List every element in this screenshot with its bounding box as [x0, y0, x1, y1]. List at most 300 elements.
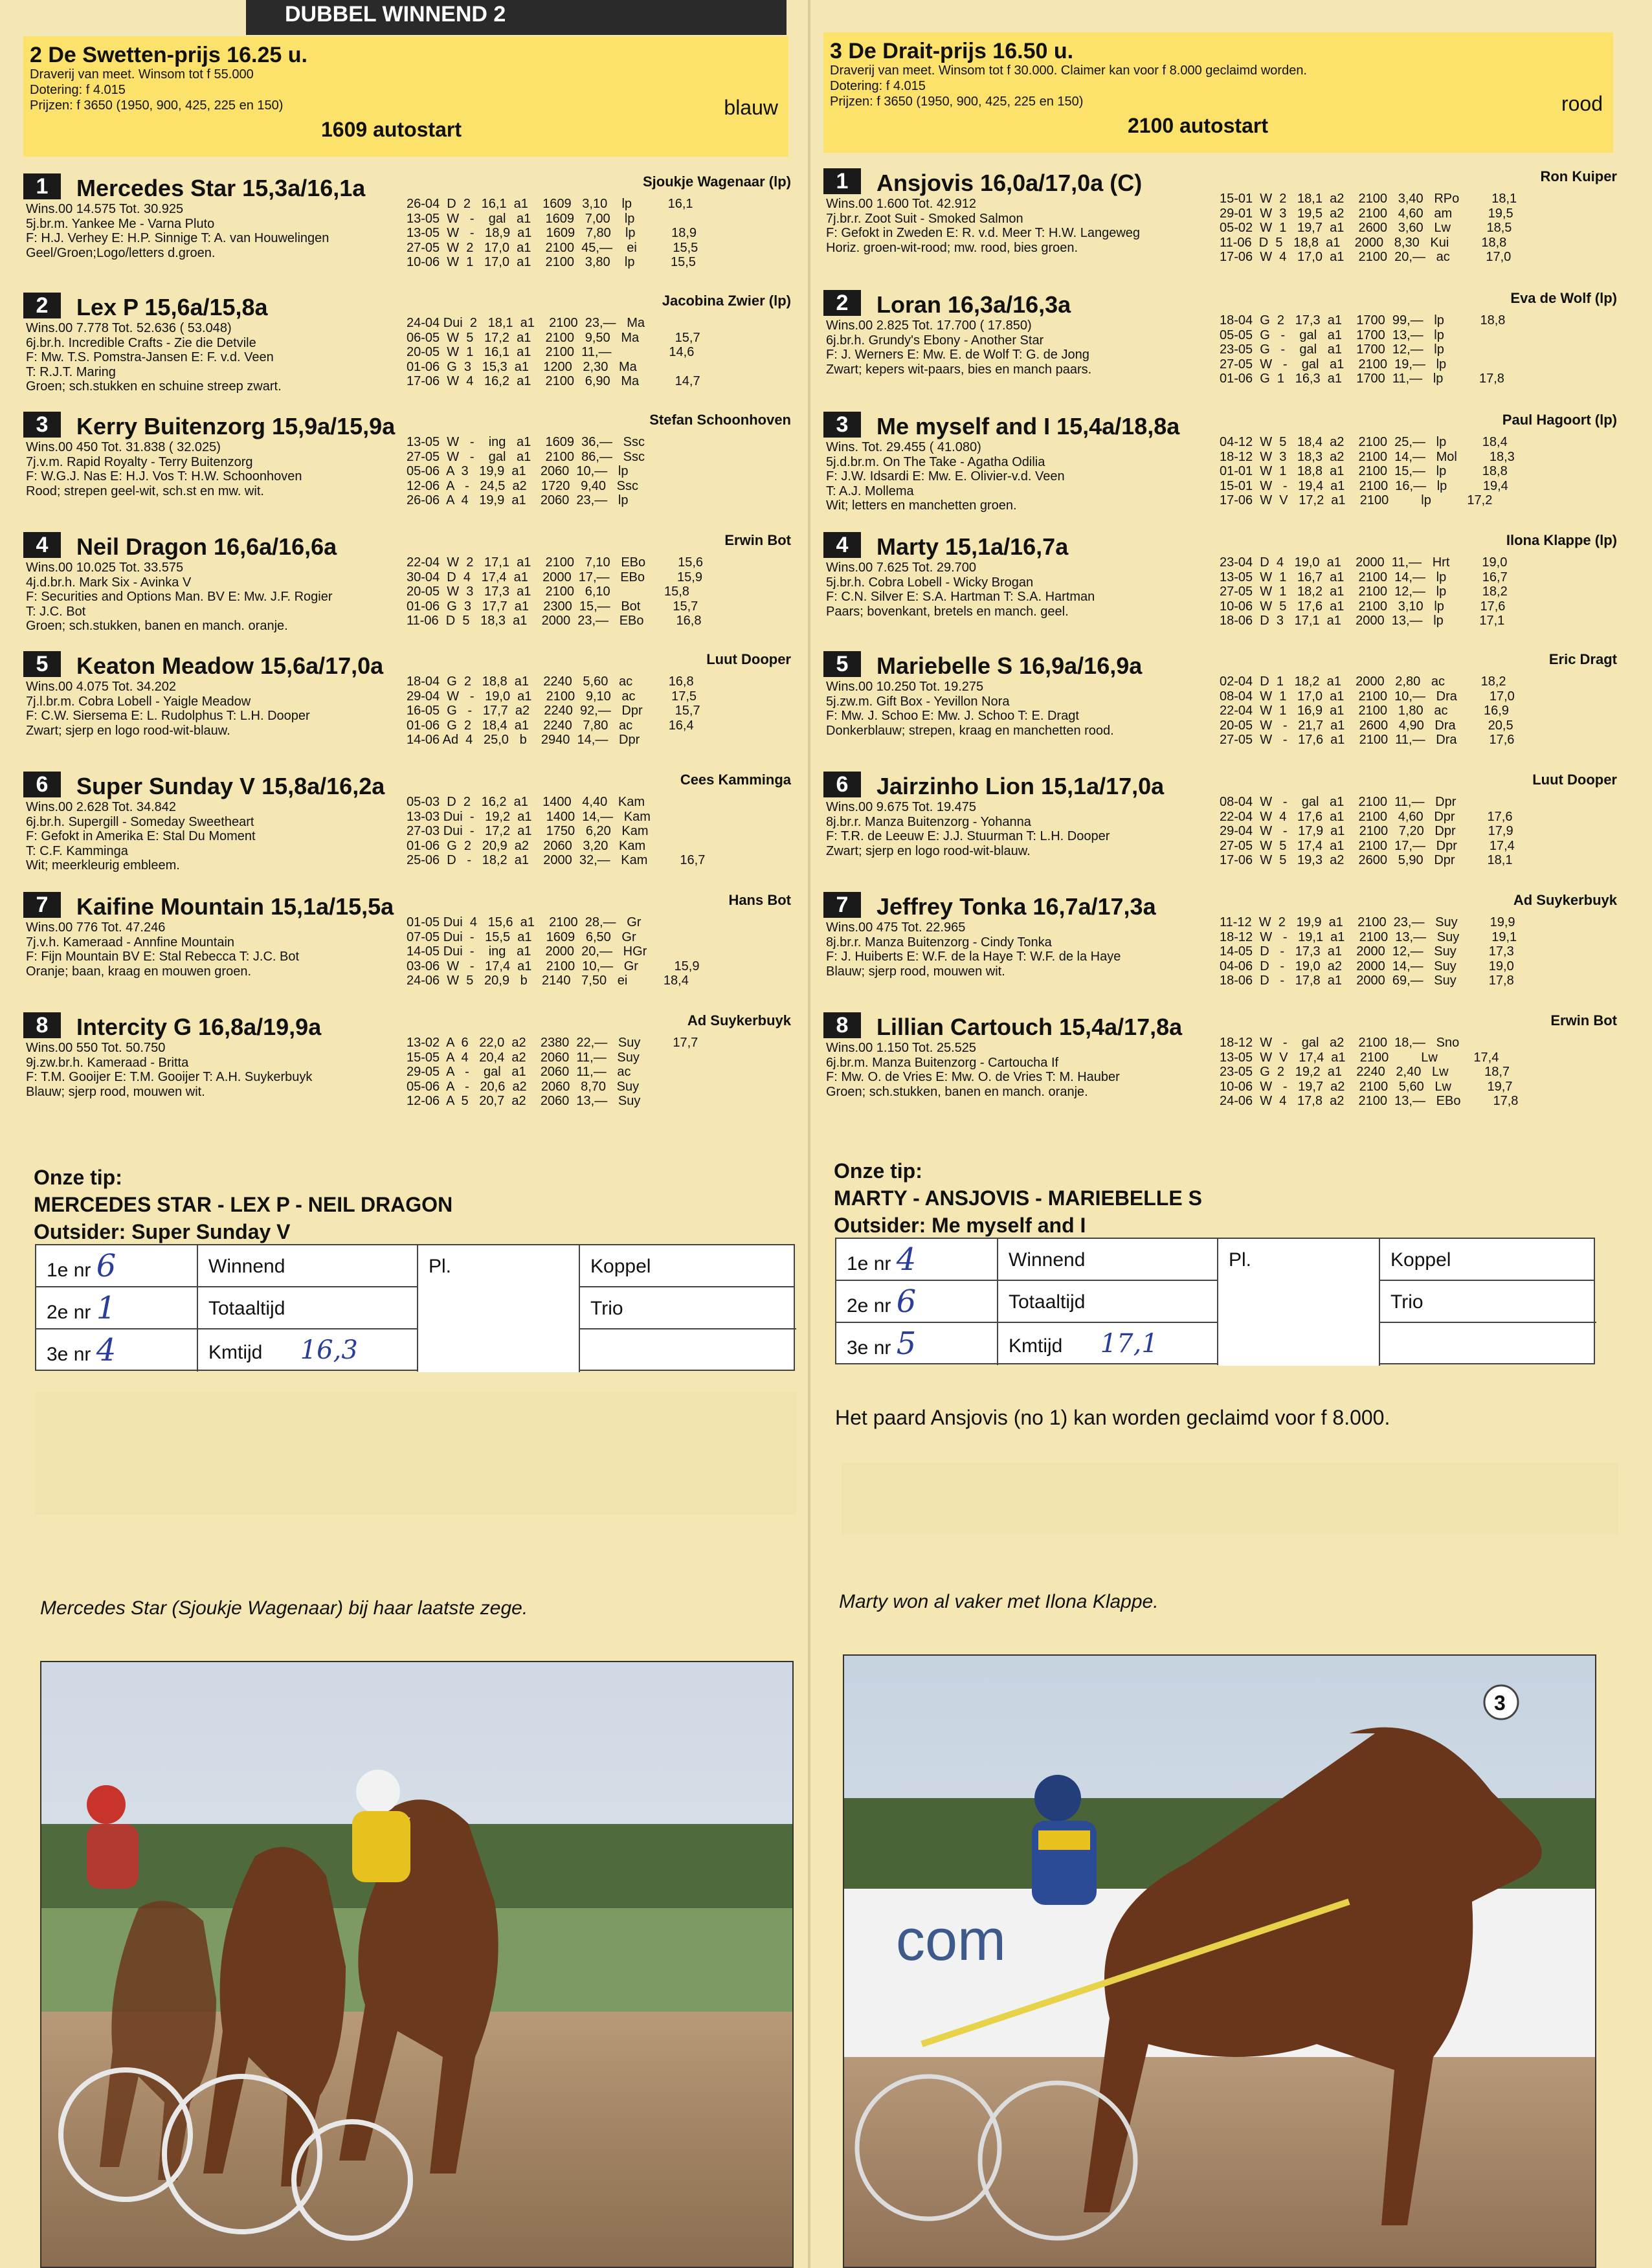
handwritten-kmtime: 16,3: [300, 1335, 358, 1365]
info-line: F: T.M. Gooijer E: T.M. Gooijer T: A.H. Suykerbuyk: [26, 1070, 313, 1084]
left-column: [0, 0, 803, 2268]
race-conditions: Draverij van meet. Winsom tot f 55.000: [30, 67, 254, 82]
form-line: 27-03 Dui - 17,2 a1 1750 6,20 Kam: [407, 824, 649, 838]
info-line: Wins.00 10.025 Tot. 33.575: [26, 561, 184, 575]
form-lines: [407, 795, 705, 868]
form-line: 18-12 W - 19,1 a1 2100 13,— Suy 19,1: [1220, 929, 1517, 944]
form-line: 27-05 W - 17,6 a1 2100 11,— Dra 17,6: [1220, 733, 1515, 747]
horse-entry: [823, 772, 1626, 885]
horse-entry: [23, 892, 800, 1005]
horse-name: Neil Dragon 16,6a/16,6a: [76, 533, 337, 560]
info-line: Geel/Groen;Logo/letters d.groen.: [26, 245, 216, 260]
form-line: 25-06 D - 18,2 a1 2000 32,— Kam 16,7: [407, 853, 706, 867]
driver-name: Ad Suykerbuyk: [1513, 892, 1617, 908]
form-lines: [407, 197, 698, 270]
bet-type: Totaaltijd: [198, 1287, 418, 1329]
horse-name: Me myself and I 15,4a/18,8a: [876, 413, 1180, 439]
form-line: 02-04 D 1 18,2 a1 2000 2,80 ac 18,2: [1220, 674, 1506, 689]
horse-info: [826, 920, 1121, 979]
form-line: 23-05 G - gal a1 1700 12,— lp: [1220, 342, 1444, 357]
form-line: 01-06 G 1 16,3 a1 1700 11,— lp 17,8: [1220, 372, 1504, 386]
form-line: 01-05 Dui 4 15,6 a1 2100 28,— Gr: [407, 915, 642, 929]
info-line: 9j.zw.br.h. Kameraad - Britta: [26, 1055, 189, 1070]
form-line: 27-05 W 5 17,4 a1 2100 17,— Dpr 17,4: [1220, 838, 1515, 853]
info-line: Wins. Tot. 29.455 ( 41.080): [826, 440, 981, 454]
photo-caption: Mercedes Star (Sjoukje Wagenaar) bij haar laatste zege.: [40, 1597, 528, 1619]
form-line: 18-04 G 2 17,3 a1 1700 99,— lp 18,8: [1220, 313, 1506, 328]
driver-name: Eva de Wolf (lp): [1510, 290, 1617, 306]
info-line: 6j.br.h. Incredible Crafts - Zie die Detvile: [26, 335, 256, 350]
info-line: F: Fijn Mountain BV E: Stal Rebecca T: J.C. Bot: [26, 950, 300, 964]
horse-name: Jeffrey Tonka 16,7a/17,3a: [876, 893, 1156, 920]
info-line: Wins.00 10.250 Tot. 19.275: [826, 680, 984, 694]
faded-block: [842, 1463, 1618, 1534]
form-line: 17-06 W 4 17,0 a1 2100 20,— ac 17,0: [1220, 250, 1512, 264]
info-line: 5j.zw.m. Gift Box - Yevillon Nora: [826, 694, 1010, 709]
horse-name: Kaifine Mountain 15,1a/15,5a: [76, 893, 394, 920]
entry-number: 4: [23, 532, 61, 558]
info-line: 5j.br.h. Cobra Lobell - Wicky Brogan: [826, 575, 1034, 590]
horse-name: Intercity G 16,8a/19,9a: [76, 1014, 322, 1040]
form-line: 30-04 D 4 17,4 a1 2000 17,— EBo 15,9: [407, 570, 702, 584]
form-line: 08-04 W 1 17,0 a1 2100 10,— Dra 17,0: [1220, 689, 1515, 704]
info-line: Horiz. groen-wit-rood; mw. rood, bies groen.: [826, 240, 1078, 255]
race-prizes: Prijzen: f 3650 (1950, 900, 425, 225 en 150): [30, 98, 284, 113]
handwritten-pick: 4: [896, 1241, 917, 1278]
info-line: Wins.00 475 Tot. 22.965: [826, 920, 966, 935]
form-lines: [1220, 555, 1508, 628]
form-line: 14-06 Ad 4 25,0 b 2940 14,— Dpr: [407, 733, 640, 747]
entry-number: 4: [823, 532, 861, 558]
form-line: 18-06 D 3 17,1 a1 2000 13,— lp 17,1: [1220, 614, 1505, 628]
info-line: T: A.J. Mollema: [826, 484, 914, 498]
form-lines: [407, 316, 700, 389]
info-line: 5j.d.br.m. On The Take - Agatha Odilia: [826, 454, 1045, 469]
horse-info: [26, 561, 333, 634]
entry-number: 8: [23, 1012, 61, 1038]
bet-row: [36, 1329, 418, 1372]
driver-name: Cees Kamminga: [680, 772, 791, 788]
form-line: 01-06 G 2 18,4 a1 2240 7,80 ac 16,4: [407, 718, 694, 733]
handwritten-kmtime: 17,1: [1100, 1329, 1158, 1359]
driver-name: Erwin Bot: [1550, 1012, 1617, 1028]
form-line: 18-06 D - 17,8 a1 2000 69,— Suy 17,8: [1220, 973, 1514, 988]
info-line: 7j.l.br.m. Cobra Lobell - Yaigle Meadow: [26, 694, 251, 709]
form-line: 15-01 W - 19,4 a1 2100 16,— lp 19,4: [1220, 478, 1508, 493]
tip-picks: MERCEDES STAR - LEX P - NEIL DRAGON: [34, 1193, 453, 1216]
bet-form: [35, 1244, 795, 1371]
form-line: 07-05 Dui - 15,5 a1 1609 6,50 Gr: [407, 929, 636, 944]
tip-label: Onze tip:: [34, 1166, 122, 1189]
entry-number: 3: [823, 412, 861, 438]
form-line: 29-04 W - 19,0 a1 2100 9,10 ac 17,5: [407, 689, 697, 704]
info-line: Wins.00 4.075 Tot. 34.202: [26, 680, 177, 694]
horse-entry: [23, 532, 800, 645]
horse-entry: [823, 651, 1626, 764]
form-line: 13-05 W - gal a1 1609 7,00 lp: [407, 211, 635, 226]
form-lines: [1220, 795, 1515, 868]
form-line: 27-05 W - gal a1 2100 19,— lp: [1220, 357, 1447, 372]
horse-info: [826, 800, 1110, 858]
horse-name: Mercedes Star 15,3a/16,1a: [76, 175, 366, 201]
info-line: T: R.J.T. Maring: [26, 364, 116, 379]
info-line: Zwart; sjerp en logo rood-wit-blauw.: [826, 843, 1031, 858]
form-line: 13-05 W 1 16,7 a1 2100 14,— lp 16,7: [1220, 570, 1508, 584]
horse-info: [26, 920, 299, 979]
form-line: 03-06 W - 17,4 a1 2100 10,— Gr 15,9: [407, 959, 700, 973]
bet-row: [836, 1323, 1218, 1365]
horse-entry: [823, 168, 1626, 282]
horse-info: [26, 440, 302, 498]
horse-info: [826, 1041, 1120, 1099]
info-line: F: T.R. de Leeuw E: J.J. Stuurman T: L.H. Dooper: [826, 829, 1110, 843]
info-line: F: Mw. J. Schoo E: Mw. J. Schoo T: E. Dragt: [826, 709, 1079, 723]
info-line: Donkerblauw; strepen, kraag en manchetten rood.: [826, 723, 1114, 738]
info-line: F: Mw. T.S. Pomstra-Jansen E: F. v.d. Veen: [26, 350, 274, 364]
form-line: 29-01 W 3 19,5 a2 2100 4,60 am 19,5: [1220, 206, 1513, 221]
entry-number: 5: [823, 651, 861, 677]
info-line: F: C.W. Siersema E: L. Rudolphus T: L.H. Dooper: [26, 709, 310, 723]
form-line: 27-05 W 1 18,2 a1 2100 12,— lp 18,2: [1220, 584, 1508, 599]
form-line: 13-02 A 6 22,0 a2 2380 22,— Suy 17,7: [407, 1036, 698, 1050]
entry-number: 7: [23, 892, 61, 918]
bet-trio: Trio: [1390, 1291, 1423, 1313]
form-line: 10-06 W - 19,7 a2 2100 5,60 Lw 19,7: [1220, 1079, 1513, 1094]
driver-name: Hans Bot: [728, 892, 791, 908]
form-line: 05-06 A 3 19,9 a1 2060 10,— lp: [407, 464, 629, 478]
form-line: 05-06 A - 20,6 a2 2060 8,70 Suy: [407, 1079, 640, 1094]
tip-outsider: Outsider: Super Sunday V: [34, 1220, 291, 1243]
bet-koppel: Koppel: [590, 1256, 651, 1277]
info-line: 4j.d.br.h. Mark Six - Avinka V: [26, 575, 192, 590]
entry-number: 6: [823, 772, 861, 797]
form-line: 14-05 Dui - ing a1 2000 20,— HGr: [407, 944, 647, 959]
info-line: Rood; strepen geel-wit, sch.st en mw. wit.: [26, 484, 264, 498]
info-line: F: J. Huiberts E: W.F. de la Haye T: W.F. de la Haye: [826, 950, 1121, 964]
driver-name: Erwin Bot: [724, 532, 791, 548]
horse-name: Loran 16,3a/16,3a: [876, 291, 1071, 318]
form-line: 10-06 W 1 17,0 a1 2100 3,80 lp 15,5: [407, 255, 696, 269]
form-line: 08-04 W - gal a1 2100 11,— Dpr: [1220, 795, 1457, 809]
entry-number: 8: [823, 1012, 861, 1038]
info-line: Wins.00 2.628 Tot. 34.842: [26, 800, 177, 814]
form-line: 15-05 A 4 20,4 a2 2060 11,— Suy: [407, 1050, 640, 1065]
bet-pl: Pl.: [1218, 1239, 1380, 1366]
info-line: Wins.00 7.625 Tot. 29.700: [826, 561, 977, 575]
form-line: 05-02 W 1 19,7 a1 2600 3,60 Lw 18,5: [1220, 221, 1512, 235]
bet-row: [36, 1287, 418, 1329]
column-divider: [808, 0, 810, 2268]
info-line: Wins.00 450 Tot. 31.838 ( 32.025): [26, 440, 221, 454]
info-line: Wins.00 776 Tot. 47.246: [26, 920, 166, 935]
race-header: [23, 36, 788, 157]
form-line: 24-04 Dui 2 18,1 a1 2100 23,— Ma: [407, 316, 645, 330]
entry-number: 3: [23, 412, 61, 438]
race-start: 2100 autostart: [1128, 114, 1268, 137]
form-line: 13-03 Dui - 19,2 a1 1400 14,— Kam: [407, 809, 651, 824]
marty-photo: [844, 1656, 1596, 2268]
bet-row: [836, 1281, 1218, 1323]
form-lines: [407, 435, 645, 508]
form-line: 18-12 W - gal a2 2100 18,— Sno: [1220, 1036, 1460, 1050]
race-photo: [40, 1661, 794, 2268]
claim-note: Het paard Ansjovis (no 1) kan worden geclaimd voor f 8.000.: [835, 1406, 1390, 1429]
horse-entry: [23, 412, 800, 525]
bet-row-label: 1e nr: [847, 1253, 891, 1274]
info-line: F: J. Werners E: Mw. E. de Wolf T: G. de Jong: [826, 348, 1089, 362]
horse-name: Ansjovis 16,0a/17,0a (C): [876, 170, 1143, 196]
entry-number: 6: [23, 772, 61, 797]
form-line: 05-03 D 2 16,2 a1 1400 4,40 Kam: [407, 795, 645, 809]
horse-entry: [823, 892, 1626, 1005]
form-line: 18-04 G 2 18,8 a1 2240 5,60 ac 16,8: [407, 674, 694, 689]
race-dotering: Dotering: f 4.015: [830, 79, 926, 93]
bet-row: [836, 1239, 1594, 1281]
bet-type: Winnend: [998, 1239, 1218, 1281]
form-line: 17-06 W 5 19,3 a2 2600 5,90 Dpr 18,1: [1220, 853, 1513, 867]
info-line: Wins.00 550 Tot. 50.750: [26, 1041, 166, 1055]
horse-entry: [23, 772, 800, 885]
driver-name: Ron Kuiper: [1540, 168, 1617, 184]
horse-entry: [823, 290, 1626, 403]
form-line: 01-01 W 1 18,8 a1 2100 15,— lp 18,8: [1220, 464, 1508, 478]
horse-name: Mariebelle S 16,9a/16,9a: [876, 652, 1143, 679]
info-line: Wins.00 2.825 Tot. 17.700 ( 17.850): [826, 318, 1032, 333]
form-line: 29-04 W - 17,9 a1 2100 7,20 Dpr 17,9: [1220, 824, 1513, 838]
entry-number: 1: [823, 168, 861, 194]
right-column: [816, 0, 1652, 2268]
info-line: F: Securities and Options Man. BV E: Mw. J.F. Rogier: [26, 590, 333, 604]
horse-name: Jairzinho Lion 15,1a/17,0a: [876, 773, 1165, 799]
form-line: 01-06 G 3 15,3 a1 1200 2,30 Ma: [407, 359, 637, 374]
form-line: 23-05 G 2 19,2 a1 2240 2,40 Lw 18,7: [1220, 1065, 1510, 1079]
form-line: 05-05 G - gal a1 1700 13,— lp: [1220, 328, 1444, 342]
form-line: 17-06 W 4 16,2 a1 2100 6,90 Ma 14,7: [407, 374, 700, 388]
info-line: 6j.br.h. Grundy's Ebony - Another Star: [826, 333, 1044, 348]
entry-number: 2: [23, 293, 61, 318]
horse-entry: [23, 293, 800, 406]
form-line: 14-05 D - 17,3 a1 2000 12,— Suy 17,3: [1220, 944, 1514, 959]
info-line: Groen; sch.stukken, banen en manch. oranje.: [826, 1084, 1088, 1099]
form-lines: [407, 674, 700, 748]
handwritten-pick: 6: [96, 1248, 117, 1284]
form-line: 01-06 G 2 20,9 a2 2060 3,20 Kam: [407, 838, 646, 853]
horse-info: [826, 197, 1140, 255]
faded-block: [35, 1392, 796, 1515]
form-lines: [407, 555, 703, 628]
form-line: 20-05 W 3 17,3 a1 2100 6,10 15,8: [407, 584, 689, 599]
bet-type: Winnend: [198, 1245, 418, 1287]
info-line: 7j.br.r. Zoot Suit - Smoked Salmon: [826, 211, 1023, 226]
race-start: 1609 autostart: [321, 118, 462, 141]
horse-info: [26, 1041, 312, 1099]
form-line: 06-05 W 5 17,2 a1 2100 9,50 Ma 15,7: [407, 330, 700, 345]
race-number-badge: 3: [1494, 1691, 1506, 1715]
form-line: 22-04 W 2 17,1 a1 2100 7,10 EBo 15,6: [407, 555, 704, 570]
form-line: 27-05 W - gal a1 2100 86,— Ssc: [407, 449, 645, 464]
info-line: F: H.J. Verhey E: H.P. Sinnige T: A. van Houwelingen: [26, 231, 329, 245]
horse-name: Lillian Cartouch 15,4a/17,8a: [876, 1014, 1183, 1040]
race-title: 2 De Swetten-prijs 16.25 u.: [30, 43, 307, 67]
tip-block: [34, 1164, 452, 1245]
bet-type: Kmtijd: [208, 1342, 263, 1363]
info-line: Oranje; baan, kraag en mouwen groen.: [26, 964, 251, 979]
form-line: 12-06 A 5 20,7 a2 2060 13,— Suy: [407, 1094, 641, 1108]
race-color: rood: [1561, 92, 1603, 115]
bet-row: [36, 1245, 794, 1287]
bet-row-label: 2e nr: [847, 1295, 891, 1317]
horse-info: [826, 440, 1065, 513]
form-lines: [1220, 915, 1517, 988]
form-line: 18-12 W 3 18,3 a2 2100 14,— Mol 18,3: [1220, 449, 1515, 464]
entry-number: 7: [823, 892, 861, 918]
bet-row: [580, 1287, 796, 1329]
info-line: 8j.br.r. Manza Buitenzorg - Cindy Tonka: [826, 935, 1052, 950]
horse-info: [826, 318, 1091, 377]
info-line: Zwart; kepers wit-paars, bies en manch paars.: [826, 362, 1092, 377]
info-line: F: Gefokt in Zweden E: R. v.d. Meer T: H.W. Langeweg: [826, 226, 1141, 240]
form-line: 10-06 W 5 17,6 a1 2100 3,10 lp 17,6: [1220, 599, 1506, 614]
section-header: DUBBEL WINNEND 2: [246, 0, 787, 35]
driver-name: Jacobina Zwier (lp): [662, 293, 791, 309]
form-line: 26-06 A 4 19,9 a1 2060 23,— lp: [407, 493, 629, 507]
info-line: Wins.00 14.575 Tot. 30.925: [26, 202, 184, 216]
horse-name: Kerry Buitenzorg 15,9a/15,9a: [76, 413, 396, 439]
form-line: 15-01 W 2 18,1 a2 2100 3,40 RPo 18,1: [1220, 192, 1517, 206]
form-line: 24-06 W 5 20,9 b 2140 7,50 ei 18,4: [407, 973, 689, 988]
harness-race-photo: [41, 1662, 794, 2268]
handwritten-pick: 6: [896, 1284, 917, 1320]
form-line: 04-06 D - 19,0 a2 2000 14,— Suy 19,0: [1220, 959, 1514, 973]
driver-name: Ad Suykerbuyk: [687, 1012, 791, 1028]
horse-entry: [823, 1012, 1626, 1126]
info-line: Blauw; sjerp rood, mouwen wit.: [826, 964, 1005, 979]
info-line: Blauw; sjerp rood, mouwen wit.: [26, 1084, 205, 1099]
horse-entry: [823, 412, 1626, 525]
bet-koppel: Koppel: [1390, 1249, 1451, 1271]
info-line: 6j.br.m. Manza Buitenzorg - Cartoucha If: [826, 1055, 1059, 1070]
form-line: 13-05 W - ing a1 1609 36,— Ssc: [407, 435, 645, 449]
info-line: Paars; bovenkant, bretels en manch. geel.: [826, 604, 1069, 619]
bet-pl: Pl.: [418, 1245, 580, 1372]
race-prizes: Prijzen: f 3650 (1950, 900, 425, 225 en 150): [830, 94, 1084, 109]
info-line: T: J.C. Bot: [26, 604, 86, 619]
info-line: Wit; meerkleurig embleem.: [26, 858, 180, 873]
bet-row-label: 3e nr: [47, 1344, 91, 1365]
form-line: 12-06 A - 24,5 a2 1720 9,40 Ssc: [407, 478, 639, 493]
form-line: 26-04 D 2 16,1 a1 1609 3,10 lp 16,1: [407, 197, 693, 211]
info-line: F: W.G.J. Nas E: H.J. Vos T: H.W. Schoonhoven: [26, 469, 302, 484]
driver-name: Ilona Klappe (lp): [1506, 532, 1617, 548]
horse-entry: [23, 173, 800, 287]
form-line: 22-04 W 1 16,9 a1 2100 1,80 ac 16,9: [1220, 704, 1509, 718]
driver-name: Paul Hagoort (lp): [1502, 412, 1617, 428]
form-line: 11-06 D 5 18,3 a1 2000 23,— EBo 16,8: [407, 614, 702, 628]
horse-name: Marty 15,1a/16,7a: [876, 533, 1069, 560]
bet-type: Kmtijd: [1009, 1335, 1063, 1357]
form-line: 11-06 D 5 18,8 a1 2000 8,30 Kui 18,8: [1220, 235, 1507, 250]
form-lines: [407, 915, 699, 988]
info-line: F: J.W. Idsardi E: Mw. E. Olivier-v.d. Veen: [826, 469, 1065, 484]
horse-info: [26, 321, 282, 394]
info-line: Wins.00 1.150 Tot. 25.525: [826, 1041, 977, 1055]
driver-name: Sjoukje Wagenaar (lp): [642, 173, 791, 190]
horse-name: Lex P 15,6a/15,8a: [76, 294, 268, 320]
banner-text: com: [896, 1908, 1007, 1973]
handwritten-pick: 1: [96, 1290, 117, 1326]
bet-row: [1380, 1281, 1596, 1323]
driver-name: Luut Dooper: [1532, 772, 1617, 788]
tip-block: [834, 1157, 1202, 1239]
race-photo: [843, 1654, 1596, 2268]
form-line: 22-04 W 4 17,6 a1 2100 4,60 Dpr 17,6: [1220, 809, 1513, 824]
form-lines: [1220, 1036, 1518, 1109]
horse-info: [826, 561, 1095, 619]
horse-info: [26, 202, 329, 260]
info-line: F: C.N. Silver E: S.A. Hartman T: S.A. Hartman: [826, 590, 1095, 604]
info-line: F: Mw. O. de Vries E: Mw. O. de Vries T: M. Hauber: [826, 1070, 1120, 1084]
entry-number: 2: [823, 290, 861, 316]
info-line: Wit; letters en manchetten groen.: [826, 498, 1017, 513]
photo-caption: Marty won al vaker met Ilona Klappe.: [839, 1591, 1159, 1612]
horse-info: [26, 680, 310, 738]
tip-outsider: Outsider: Me myself and I: [834, 1214, 1086, 1237]
form-line: 16-05 G - 17,7 a2 2240 92,— Dpr 15,7: [407, 704, 700, 718]
form-lines: [1220, 192, 1517, 265]
form-line: 13-05 W - 18,9 a1 1609 7,80 lp 18,9: [407, 226, 697, 240]
info-line: 6j.br.h. Supergill - Someday Sweetheart: [26, 814, 254, 829]
handwritten-pick: 4: [96, 1332, 117, 1368]
tip-label: Onze tip:: [834, 1159, 922, 1183]
info-line: Wins.00 1.600 Tot. 42.912: [826, 197, 977, 211]
info-line: Zwart; sjerp en logo rood-wit-blauw.: [26, 723, 230, 738]
horse-name: Super Sunday V 15,8a/16,2a: [76, 773, 385, 799]
form-lines: [1220, 674, 1515, 748]
bet-type: Totaaltijd: [998, 1281, 1218, 1323]
info-line: 5j.br.m. Yankee Me - Varna Pluto: [26, 216, 215, 231]
driver-name: Stefan Schoonhoven: [649, 412, 791, 428]
form-line: 29-05 A - gal a1 2060 11,— ac: [407, 1065, 631, 1079]
info-line: Wins.00 7.778 Tot. 52.636 ( 53.048): [26, 321, 232, 335]
info-line: T: C.F. Kamminga: [26, 843, 128, 858]
driver-name: Luut Dooper: [706, 651, 791, 667]
form-line: 01-06 G 3 17,7 a1 2300 15,— Bot 15,7: [407, 599, 698, 614]
tip-picks: MARTY - ANSJOVIS - MARIEBELLE S: [834, 1186, 1202, 1210]
form-lines: [1220, 313, 1505, 386]
form-line: 04-12 W 5 18,4 a2 2100 25,— lp 18,4: [1220, 435, 1508, 449]
form-lines: [1220, 435, 1515, 508]
horse-info: [826, 680, 1114, 738]
form-line: 27-05 W 2 17,0 a1 2100 45,— ei 15,5: [407, 240, 698, 255]
race-header: [823, 32, 1613, 153]
horse-info: [26, 800, 256, 873]
bet-trio: Trio: [590, 1298, 623, 1319]
form-line: 11-12 W 2 19,9 a1 2100 23,— Suy 19,9: [1220, 915, 1515, 929]
horse-name: Keaton Meadow 15,6a/17,0a: [76, 652, 384, 679]
form-line: 13-05 W V 17,4 a1 2100 Lw 17,4: [1220, 1050, 1499, 1065]
bet-row-label: 2e nr: [47, 1302, 91, 1323]
form-lines: [407, 1036, 698, 1109]
form-line: 20-05 W - 21,7 a1 2600 4,90 Dra 20,5: [1220, 718, 1513, 733]
handwritten-pick: 5: [896, 1326, 917, 1362]
form-line: 17-06 W V 17,2 a1 2100 lp 17,2: [1220, 493, 1493, 507]
race-color: blauw: [724, 96, 778, 119]
info-line: 7j.v.m. Rapid Royalty - Terry Buitenzorg: [26, 454, 253, 469]
info-line: Wins.00 9.675 Tot. 19.475: [826, 800, 977, 814]
info-line: Groen; sch.stukken en schuine streep zwart.: [26, 379, 282, 394]
bet-row-label: 1e nr: [47, 1260, 91, 1281]
info-line: F: Gefokt in Amerika E: Stal Du Moment: [26, 829, 256, 843]
